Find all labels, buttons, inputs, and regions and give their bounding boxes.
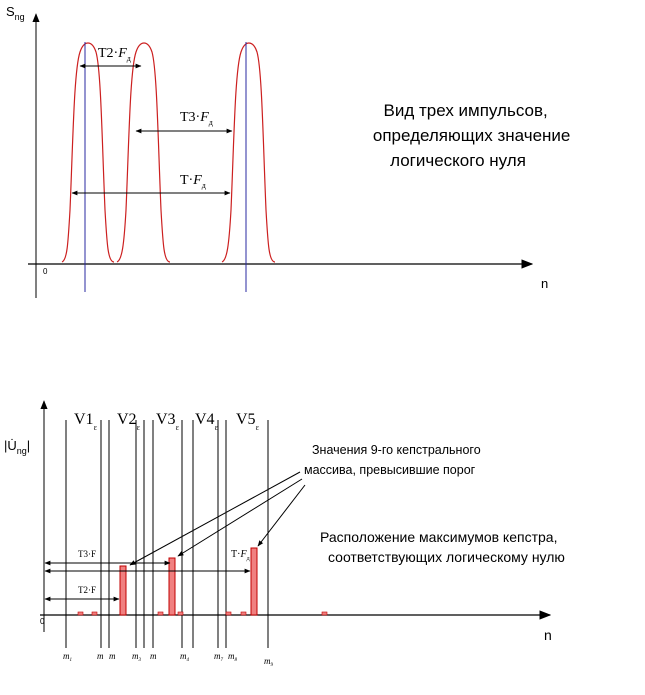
pulse-2 bbox=[117, 43, 170, 262]
top-x-label: n bbox=[541, 276, 549, 291]
top-diagram bbox=[6, 4, 575, 298]
small-mark-7 bbox=[322, 612, 327, 615]
bottom-t3-label: T3·F bbox=[78, 549, 96, 559]
bottom-y-label: $|U̇_{ng}|$ bbox=[4, 438, 31, 456]
m-label-4: m bbox=[109, 651, 116, 661]
pointer-1 bbox=[130, 472, 300, 565]
v-label-3: $V3_\varepsilon$ bbox=[156, 411, 179, 432]
bottom-diagram bbox=[4, 401, 565, 668]
small-mark-3 bbox=[158, 612, 163, 615]
m-label-6: $m_4$ bbox=[180, 651, 189, 663]
pointer-2 bbox=[178, 479, 302, 556]
top-y-label: $S_{ng}$ bbox=[6, 4, 25, 22]
pulse-1 bbox=[62, 43, 114, 262]
bottom-x-label: n bbox=[544, 627, 552, 643]
m-label-1: $m_1$ bbox=[63, 651, 72, 663]
v-label-5: $V5_\varepsilon$ bbox=[236, 411, 259, 432]
small-mark-1 bbox=[78, 612, 83, 615]
m-label-8: $m_8$ bbox=[228, 651, 237, 663]
small-mark-5 bbox=[226, 612, 231, 615]
small-mark-6 bbox=[241, 612, 246, 615]
pointer-3 bbox=[258, 485, 305, 546]
bar-2 bbox=[169, 558, 175, 615]
top-t3-label: $T3\cdot F_д$ bbox=[180, 110, 213, 127]
bottom-t-label: $T\cdot F_д$ bbox=[231, 549, 250, 562]
v-label-4: $V4_\varepsilon$ bbox=[195, 411, 218, 432]
bottom-t2-label: T2·F bbox=[78, 585, 96, 595]
bottom-annotation: Значения 9-го кепстрального массива, превысившие порог bbox=[304, 443, 481, 477]
small-mark-4 bbox=[178, 612, 183, 615]
m-label-5: m bbox=[150, 651, 157, 661]
bar-1 bbox=[120, 566, 126, 615]
small-mark-2 bbox=[92, 612, 97, 615]
v-label-1: $V1_\varepsilon$ bbox=[74, 411, 97, 432]
top-origin: 0 bbox=[43, 267, 48, 276]
top-caption: Вид трех импульсов, определяющих значение логического нуля bbox=[372, 101, 571, 170]
m-label-2: m bbox=[97, 651, 104, 661]
m-label-3: $m_3$ bbox=[132, 651, 141, 663]
bottom-origin: 0 bbox=[40, 617, 45, 626]
m-label-7: $m_7$ bbox=[214, 651, 223, 663]
bar-3 bbox=[251, 548, 257, 615]
top-t-label: $T\cdot F_д$ bbox=[180, 173, 206, 190]
v-label-2: $V2_\varepsilon$ bbox=[117, 411, 140, 432]
top-t2-label: $T2\cdot F_д$ bbox=[98, 46, 131, 63]
bottom-caption: Расположение максимумов кепстра, соответствующих логическому нулю bbox=[320, 529, 565, 565]
m-label-9: $m_9$ bbox=[264, 656, 273, 668]
pulse-3 bbox=[222, 43, 275, 262]
